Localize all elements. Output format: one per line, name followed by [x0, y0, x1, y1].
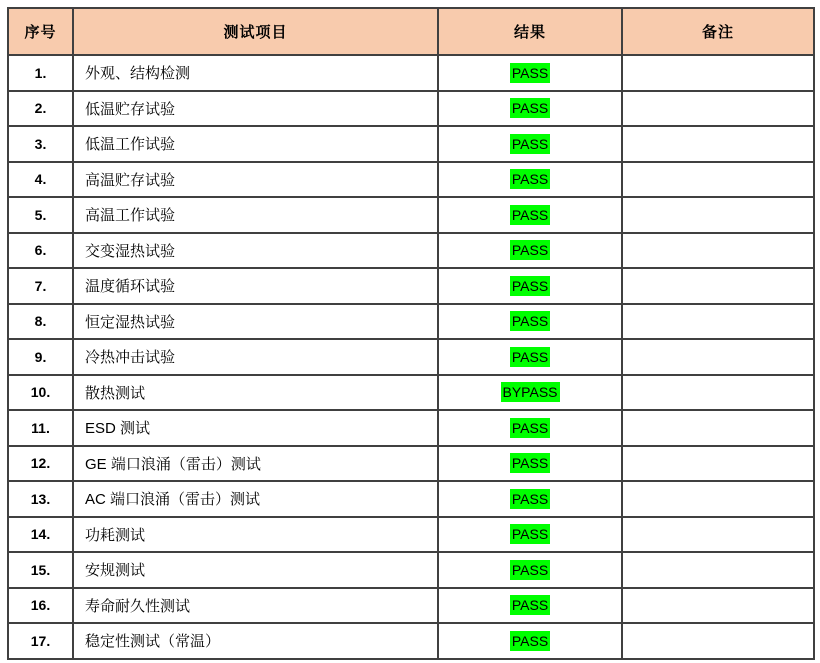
row-number-cell: 14.: [8, 517, 73, 553]
row-number-cell: 3.: [8, 126, 73, 162]
row-number-cell: 4.: [8, 162, 73, 198]
row-number-cell: 8.: [8, 304, 73, 340]
row-number-cell: 2.: [8, 91, 73, 127]
table-row: [8, 481, 814, 517]
result-cell: [438, 481, 622, 517]
test-item-cell: GE 端口浪涌（雷击）测试: [73, 446, 438, 482]
test-results-table: [7, 7, 815, 660]
table-row: [8, 233, 814, 269]
result-cell: [438, 162, 622, 198]
test-item-cell: 交变湿热试验: [73, 233, 438, 269]
result-cell: [438, 268, 622, 304]
remark-cell: [622, 233, 814, 269]
remark-cell: [622, 197, 814, 233]
remark-cell: [622, 55, 814, 91]
result-cell: [438, 517, 622, 553]
result-badge: PASS: [511, 490, 549, 507]
result-badge: PASS: [511, 206, 549, 223]
remark-cell: [622, 91, 814, 127]
row-number-cell: 15.: [8, 552, 73, 588]
result-cell: [438, 552, 622, 588]
table-row: [8, 126, 814, 162]
table-row: [8, 197, 814, 233]
test-item-cell: 冷热冲击试验: [73, 339, 438, 375]
remark-cell: [622, 517, 814, 553]
test-item-cell: 寿命耐久性测试: [73, 588, 438, 624]
result-badge: PASS: [511, 632, 549, 649]
row-number-cell: 17.: [8, 623, 73, 659]
column-header-no: 序号: [8, 8, 73, 55]
row-number-cell: 13.: [8, 481, 73, 517]
result-cell: [438, 623, 622, 659]
header-row: [8, 8, 814, 55]
result-cell: [438, 339, 622, 375]
test-item-cell: 稳定性测试（常温）: [73, 623, 438, 659]
remark-cell: [622, 126, 814, 162]
result-cell: [438, 304, 622, 340]
remark-cell: [622, 481, 814, 517]
row-number-cell: 9.: [8, 339, 73, 375]
remark-cell: [622, 410, 814, 446]
test-item-cell: 恒定湿热试验: [73, 304, 438, 340]
result-badge: PASS: [511, 64, 549, 81]
table-row: [8, 339, 814, 375]
result-cell: [438, 126, 622, 162]
test-item-cell: 外观、结构检测: [73, 55, 438, 91]
result-badge: PASS: [511, 526, 549, 543]
table-row: [8, 410, 814, 446]
remark-cell: [622, 268, 814, 304]
table-row: [8, 446, 814, 482]
result-badge: PASS: [511, 561, 549, 578]
remark-cell: [622, 623, 814, 659]
row-number-cell: 7.: [8, 268, 73, 304]
row-number-cell: 10.: [8, 375, 73, 411]
result-cell: [438, 410, 622, 446]
table-row: [8, 304, 814, 340]
result-cell: [438, 91, 622, 127]
row-number-cell: 12.: [8, 446, 73, 482]
test-item-cell: AC 端口浪涌（雷击）测试: [73, 481, 438, 517]
remark-cell: [622, 339, 814, 375]
remark-cell: [622, 375, 814, 411]
result-badge: PASS: [511, 171, 549, 188]
row-number-cell: 11.: [8, 410, 73, 446]
result-badge: PASS: [511, 419, 549, 436]
remark-cell: [622, 162, 814, 198]
table-row: [8, 552, 814, 588]
test-item-cell: 功耗测试: [73, 517, 438, 553]
test-item-cell: 低温工作试验: [73, 126, 438, 162]
result-badge: BYPASS: [502, 384, 558, 401]
column-header-remark: 备注: [622, 8, 814, 55]
test-item-cell: 低温贮存试验: [73, 91, 438, 127]
result-badge: PASS: [511, 100, 549, 117]
table-row: [8, 162, 814, 198]
test-item-cell: 高温贮存试验: [73, 162, 438, 198]
result-badge: PASS: [511, 277, 549, 294]
result-cell: [438, 55, 622, 91]
result-cell: [438, 588, 622, 624]
result-badge: PASS: [511, 455, 549, 472]
table-row: [8, 623, 814, 659]
result-cell: [438, 197, 622, 233]
result-badge: PASS: [511, 348, 549, 365]
result-badge: PASS: [511, 597, 549, 614]
result-badge: PASS: [511, 242, 549, 259]
table-row: [8, 91, 814, 127]
row-number-cell: 5.: [8, 197, 73, 233]
test-item-cell: 散热测试: [73, 375, 438, 411]
table-row: [8, 375, 814, 411]
row-number-cell: 6.: [8, 233, 73, 269]
test-item-cell: ESD 测试: [73, 410, 438, 446]
test-item-cell: 安规测试: [73, 552, 438, 588]
column-header-item: 测试项目: [73, 8, 438, 55]
test-item-cell: 温度循环试验: [73, 268, 438, 304]
test-item-cell: 高温工作试验: [73, 197, 438, 233]
remark-cell: [622, 446, 814, 482]
column-header-result: 结果: [438, 8, 622, 55]
remark-cell: [622, 552, 814, 588]
row-number-cell: 16.: [8, 588, 73, 624]
result-cell: [438, 233, 622, 269]
table-row: [8, 55, 814, 91]
result-badge: PASS: [511, 135, 549, 152]
remark-cell: [622, 588, 814, 624]
result-cell: [438, 375, 622, 411]
result-badge: PASS: [511, 313, 549, 330]
row-number-cell: 1.: [8, 55, 73, 91]
result-cell: [438, 446, 622, 482]
remark-cell: [622, 304, 814, 340]
table-row: [8, 588, 814, 624]
table-row: [8, 268, 814, 304]
table-row: [8, 517, 814, 553]
